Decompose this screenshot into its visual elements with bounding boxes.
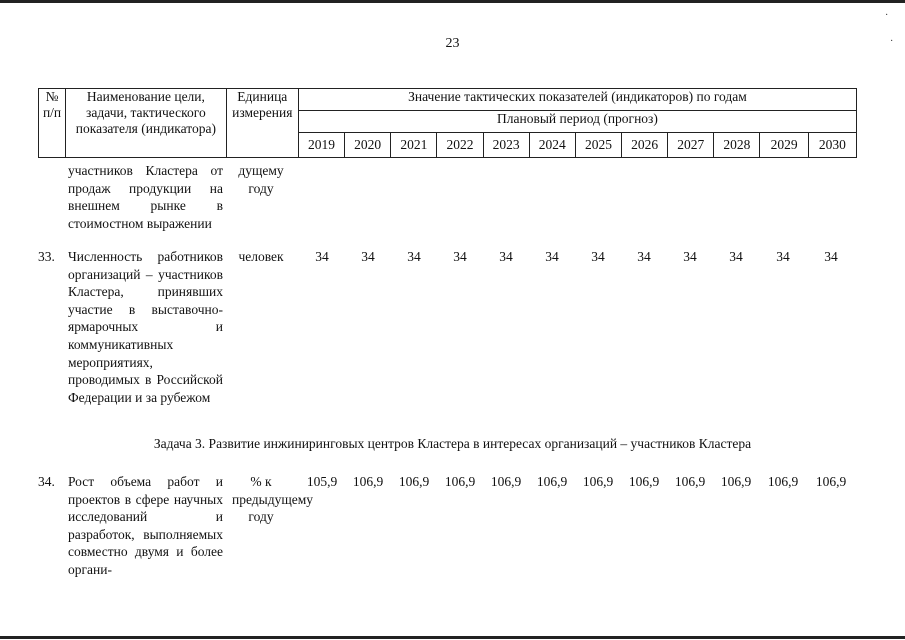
- row-value: 105,9: [306, 474, 338, 489]
- row-value: 106,9: [444, 474, 476, 489]
- scan-border-bottom: [0, 636, 905, 639]
- header-name: Наименование цели, задачи, тактического показателя (индикатора): [66, 89, 227, 158]
- row-value: 34: [407, 249, 421, 264]
- row-name: Численность работников организаций – участников Кластера, принявших участие в выставочно-ярмарочных и коммуникативных мероприятиях, проводимых в Российской Федерации и за рубежом: [68, 249, 223, 405]
- header-year: 2022: [437, 133, 483, 158]
- task-heading: Задача 3. Развитие инжиниринговых центров Кластера в интересах организаций – участников Кластера: [153, 436, 752, 451]
- header-period: Плановый период (прогноз): [298, 111, 856, 133]
- header-year: 2025: [575, 133, 621, 158]
- header-year: 2019: [298, 133, 344, 158]
- table-header: [38, 88, 857, 158]
- row-value: 106,9: [398, 474, 430, 489]
- row-name: Рост объема работ и проектов в сфере научных исследований и разработок, выполняемых совместно двумя и более органи-: [68, 474, 223, 577]
- header-year: 2021: [391, 133, 437, 158]
- header-number: № п/п: [39, 89, 66, 158]
- row-unit: человек: [238, 249, 284, 264]
- header-year: 2027: [668, 133, 714, 158]
- row-value: 106,9: [767, 474, 799, 489]
- row-value: 34: [315, 249, 329, 264]
- header-year: 2028: [714, 133, 760, 158]
- row-value: 106,9: [720, 474, 752, 489]
- row-value: 34: [729, 249, 743, 264]
- header-unit: Единица измерения: [226, 89, 298, 158]
- row-value: 34: [776, 249, 790, 264]
- row-name: участников Кластера от продаж продукции на внешнем рынке в стоимостном выражении: [68, 163, 223, 231]
- row-unit: дущему году: [238, 163, 284, 196]
- header-year: 2020: [345, 133, 391, 158]
- row-value: 34: [824, 249, 838, 264]
- header-year: 2026: [622, 133, 668, 158]
- scan-border-top: [0, 0, 905, 3]
- row-value: 34: [453, 249, 467, 264]
- row-value: 34: [591, 249, 605, 264]
- row-value: 34: [637, 249, 651, 264]
- header-year: 2023: [483, 133, 529, 158]
- row-value: 34: [499, 249, 513, 264]
- row-value: 106,9: [628, 474, 660, 489]
- row-value: 106,9: [352, 474, 384, 489]
- row-number: 34.: [38, 474, 55, 489]
- row-value: 106,9: [536, 474, 568, 489]
- row-value: 34: [545, 249, 559, 264]
- header-year: 2024: [529, 133, 575, 158]
- header-year: 2029: [760, 133, 808, 158]
- scan-speck: ·: [890, 36, 894, 47]
- row-value: 106,9: [582, 474, 614, 489]
- row-value: 34: [361, 249, 375, 264]
- row-value: 106,9: [490, 474, 522, 489]
- scan-speck: ·: [885, 10, 889, 21]
- row-value: 106,9: [815, 474, 847, 489]
- row-value: 34: [683, 249, 697, 264]
- row-number: 33.: [38, 249, 55, 264]
- row-unit: % к предыдущему году: [232, 474, 314, 525]
- page-number: 23: [445, 36, 460, 51]
- header-year: 2030: [808, 133, 856, 158]
- header-values: Значение тактических показателей (индикаторов) по годам: [298, 89, 856, 111]
- row-value: 106,9: [674, 474, 706, 489]
